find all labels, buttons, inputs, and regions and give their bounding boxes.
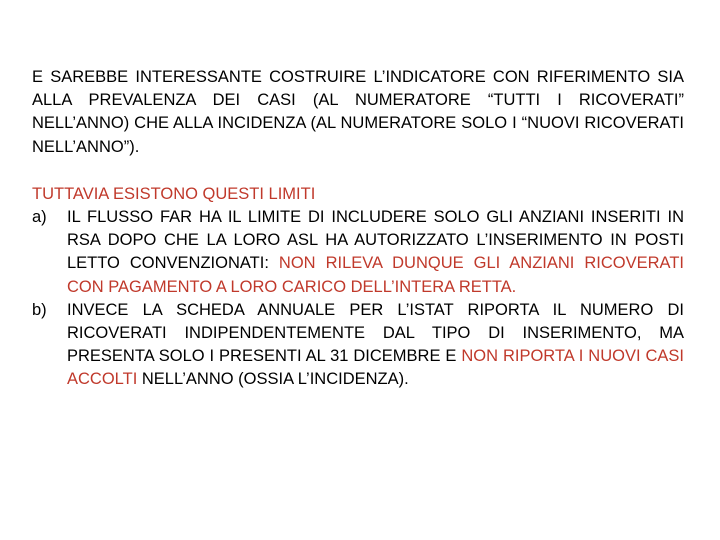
list-item-b [32,299,684,392]
item-text-highlight: NON RILEVA DUNQUE GLI ANZIANI RICOVERATI CON PAGAMENTO A LORO CARICO DELL’INTERA RETTA. [67,254,685,296]
list-marker: b) [32,300,47,319]
item-text-after: NELL’ANNO (OSSIA L’INCIDENZA). [137,370,409,389]
limits-heading: TUTTAVIA ESISTONO QUESTI LIMITI [32,184,316,203]
list-item-text [67,206,684,299]
list-marker: a) [32,208,47,227]
intro-paragraph: E SAREBBE INTERESSANTE COSTRUIRE L’INDICATORE CON RIFERIMENTO SIA ALLA PREVALENZA DEI CASI (AL NUMERATORE “TUTTI I RICOVERATI” NELL’ANNO) CHE ALLA INCIDENZA (AL NUMERATORE SOLO I “NUOVI RICOVERATI NELL’ANNO”). [32,68,684,156]
item-text-highlight: NON RIPORTA I NUOVI CASI ACCOLTI [67,347,684,389]
item-text-plain: INVECE LA SCHEDA ANNUALE PER L’ISTAT RIPORTA IL NUMERO DI RICOVERATI INDIPENDENTEMENTE DAL TIPO DI INSERIMENTO, MA PRESENTA SOLO I PRESENTI AL 31 DICEMBRE E [67,300,684,366]
list-item-a [32,206,684,299]
spacer [32,159,684,183]
list-item-text [67,299,684,392]
item-text-plain: IL FLUSSO FAR HA IL LIMITE DI INCLUDERE SOLO GLI ANZIANI INSERITI IN RSA DOPO CHE LA LORO ASL HA AUTORIZZATO L’INSERIMENTO IN POSTI LETTO CONVENZIONATI: [67,208,684,273]
slide-content [32,66,684,392]
